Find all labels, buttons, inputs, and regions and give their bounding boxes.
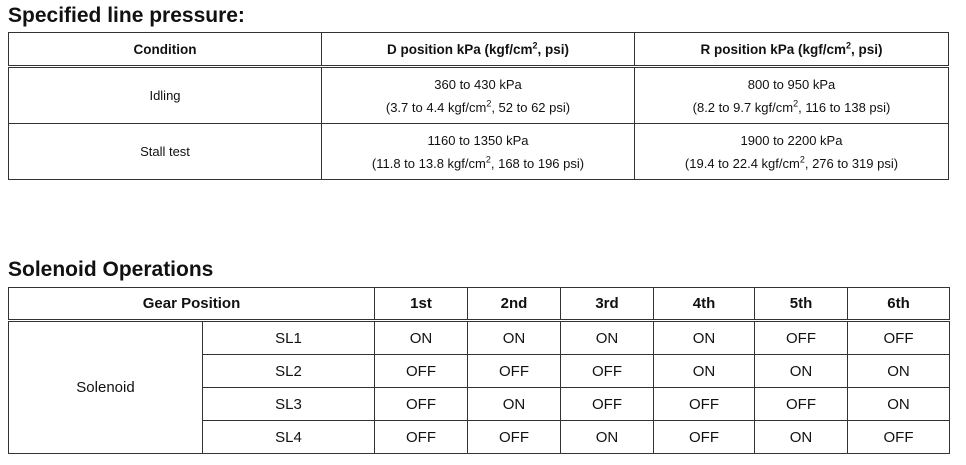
solenoid-name-cell: SL4 [203,421,375,454]
solenoid-section-title: Solenoid Operations [8,258,214,281]
pressure-row-idling [9,67,949,124]
d-position-header: D position kPa ($kgf/cm^2$, psi) [322,33,635,67]
r-position-header: R position kPa ($kgf/cm^2$, psi) [635,33,949,67]
state-cell: OFF [848,321,950,355]
state-cell: OFF [654,388,755,421]
r-position-cell: 800 to 950 kPa (8.2 to 9.7 kgf/$cm^2$, 116 to 138 psi) [635,67,949,124]
state-cell: ON [755,355,848,388]
solenoid-operations-table [8,287,950,454]
state-cell: ON [654,355,755,388]
state-cell: OFF [654,421,755,454]
state-cell: OFF [848,421,950,454]
state-cell: OFF [468,355,561,388]
gear-header-6th: 6th [848,288,950,321]
state-cell: ON [561,321,654,355]
gear-header-2nd: 2nd [468,288,561,321]
state-cell: ON [468,388,561,421]
solenoid-name-cell: SL3 [203,388,375,421]
condition-cell: Stall test [9,124,322,180]
state-cell: OFF [755,388,848,421]
state-cell: ON [375,321,468,355]
gear-header-4th: 4th [654,288,755,321]
state-cell: ON [848,355,950,388]
pressure-row-stall-test [9,124,949,180]
gear-position-header: Gear Position [9,288,375,321]
condition-header: Condition [9,33,322,67]
pressure-section-title: Specified line pressure: [8,4,245,27]
pressure-header-row [9,33,949,67]
state-cell: ON [654,321,755,355]
state-cell: OFF [755,321,848,355]
r-position-cell: 1900 to 2200 kPa (19.4 to 22.4 kgf/$cm^2$, 276 to 319 psi) [635,124,949,180]
gear-header-3rd: 3rd [561,288,654,321]
solenoid-group-label: Solenoid [9,321,203,454]
solenoid-name-cell: SL1 [203,321,375,355]
solenoid-header-row [9,288,950,321]
d-position-cell: 1160 to 1350 kPa (11.8 to 13.8 kgf/$cm^2$, 168 to 196 psi) [322,124,635,180]
state-cell: ON [848,388,950,421]
gear-header-1st: 1st [375,288,468,321]
solenoid-row-sl1 [9,321,950,355]
state-cell: OFF [375,421,468,454]
line-pressure-table [8,32,949,180]
d-position-cell: 360 to 430 kPa (3.7 to 4.4 kgf/$cm^2$, 52 to 62 psi) [322,67,635,124]
state-cell: OFF [561,355,654,388]
state-cell: ON [468,321,561,355]
state-cell: OFF [468,421,561,454]
state-cell: OFF [375,388,468,421]
condition-cell: Idling [9,67,322,124]
state-cell: OFF [375,355,468,388]
state-cell: OFF [561,388,654,421]
solenoid-name-cell: SL2 [203,355,375,388]
state-cell: ON [561,421,654,454]
gear-header-5th: 5th [755,288,848,321]
state-cell: ON [755,421,848,454]
